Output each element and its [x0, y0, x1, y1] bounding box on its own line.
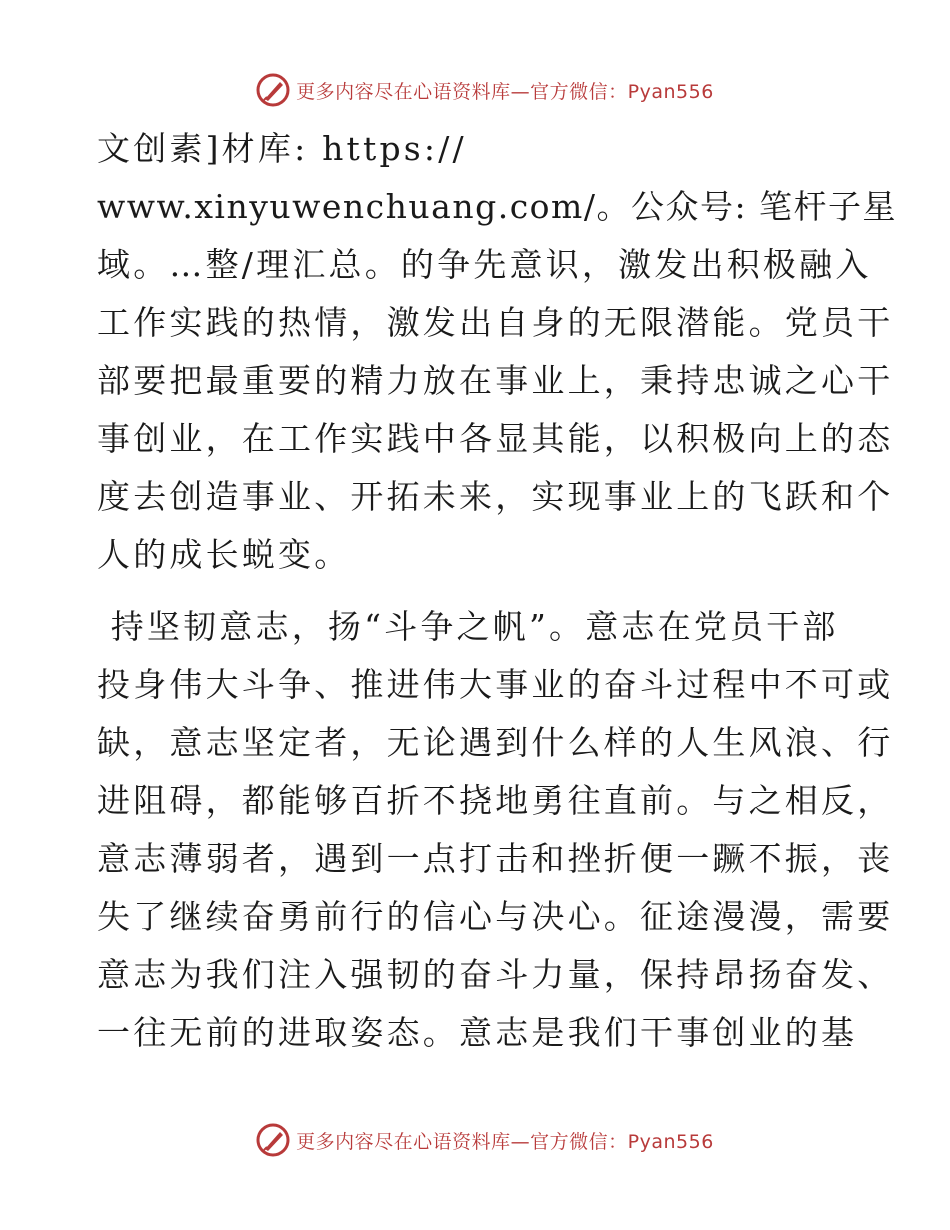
- paragraph-2: [97, 598, 894, 1062]
- header-banner-text: 更多内容尽在心语资料库—官方微信：Pyan556: [296, 80, 714, 103]
- text-line: 一往无前的进取姿态。意志是我们干事创业的基: [97, 1013, 858, 1052]
- text-line: 部要把最重要的精力放在事业上，秉持忠诚之心干: [97, 361, 894, 400]
- footer-banner-text: 更多内容尽在心语资料库—官方微信：Pyan556: [296, 1130, 714, 1153]
- text-line: 意志薄弱者，遇到一点打击和挫折便一蹶不振，丧: [97, 839, 894, 878]
- document-body: [97, 120, 898, 1062]
- text-line: 进阻碍，都能够百折不挠地勇往直前。与之相反，: [97, 781, 894, 820]
- paragraph-1: [97, 120, 898, 584]
- text-line: www.xinyuwenchuang.com/。公众号: 笔杆子星: [97, 187, 898, 226]
- text-line: 工作实践的热情，激发出自身的无限潜能。党员干: [97, 303, 894, 342]
- text-line: 文创素]材库: https://: [97, 129, 467, 168]
- text-line: 意志为我们注入强韧的奋斗力量，保持昂扬奋发、: [97, 955, 894, 994]
- text-line: 缺，意志坚定者，无论遇到什么样的人生风浪、行: [97, 723, 894, 762]
- paragraph-gap: [97, 584, 857, 598]
- text-line: 持坚韧意志，扬“斗争之帆”。意志在党员干部: [97, 607, 839, 646]
- text-line: 事创业，在工作实践中各显其能，以积极向上的态: [97, 419, 894, 458]
- text-line: 失了继续奋勇前行的信心与决心。征途漫漫，需要: [97, 897, 894, 936]
- text-line: 域。…整/理汇总。的争先意识，激发出积极融入: [97, 245, 872, 284]
- text-line: 人的成长蜕变。: [97, 535, 351, 574]
- footer-banner: [0, 1120, 950, 1160]
- quill-logo-icon: [256, 73, 290, 107]
- quill-logo-icon: [256, 1123, 290, 1157]
- text-line: 投身伟大斗争、推进伟大事业的奋斗过程中不可或: [97, 665, 894, 704]
- text-line: 度去创造事业、开拓未来，实现事业上的飞跃和个: [97, 477, 894, 516]
- header-banner: [0, 70, 950, 110]
